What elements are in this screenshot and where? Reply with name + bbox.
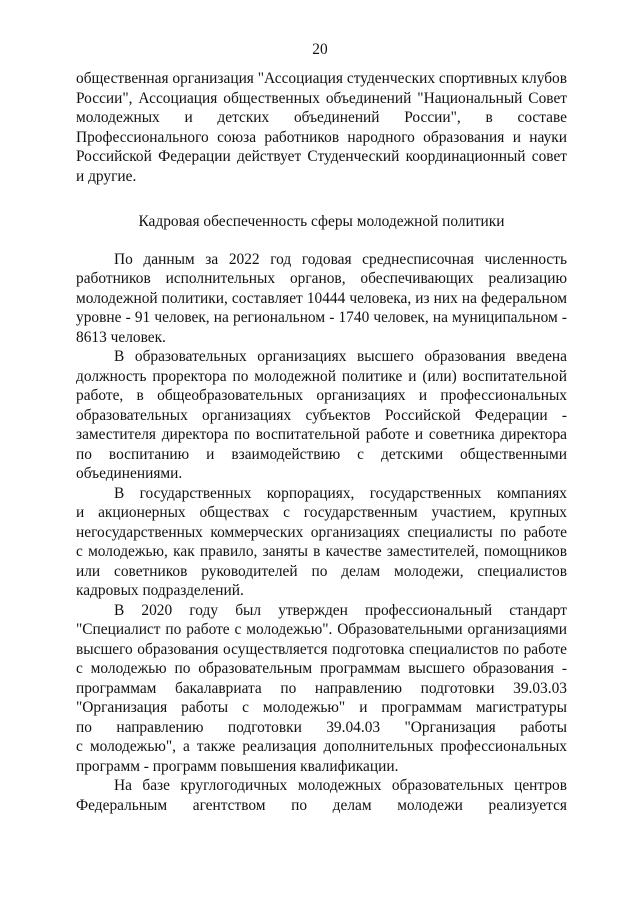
text-line: с молодежью по образовательным программам высшего образования - [76, 660, 567, 677]
text-line: кадровых подразделений. [76, 582, 244, 599]
text-line: программ - программ повышения квалификации. [76, 757, 399, 775]
intro-paragraph [76, 69, 567, 186]
text-line: заместителя директора по воспитательной работе и советника директора [76, 426, 567, 443]
text-line: В образовательных организациях высшего образования введена [114, 348, 567, 365]
paragraph-corporations [76, 484, 567, 601]
paragraph-education-centers [76, 776, 567, 815]
text-line: работе, в общеобразовательных организациях и профессиональных [76, 387, 567, 404]
text-line: Профессионального союза работников народного образования и науки [76, 128, 567, 146]
paragraph-education-positions [76, 347, 567, 484]
text-line: "Организация работы с молодежью" и программам магистратуры [76, 699, 567, 716]
text-line: Российской Федерации действует Студенческий координационный совет [76, 148, 567, 165]
text-line: работников исполнительных органов, обеспечивающих реализацию [76, 270, 567, 287]
text-line: На базе круглогодичных молодежных образовательных центров [114, 777, 567, 794]
text-line: молодежных и детских объединений России", в составе [76, 109, 567, 126]
paragraph-professional-standard [76, 601, 567, 777]
text-line: России", Ассоциация общественных объединений "Национальный Совет [76, 89, 567, 107]
paragraph-staffing-numbers [76, 250, 567, 348]
page-number: 20 [312, 41, 328, 58]
text-line: негосударственных коммерческих организациях специалисты по работе [76, 523, 567, 541]
text-line: высшего образования осуществляется подготовка специалистов по работе [76, 640, 567, 658]
text-line: должность проректора по молодежной политике и (или) воспитательной [76, 367, 567, 385]
text-line: "Специалист по работе с молодежью". Образовательными организациями [76, 621, 567, 638]
text-line: 8613 человек. [76, 328, 166, 346]
text-line: По данным за 2022 год годовая среднесписочная численность [114, 250, 567, 268]
section-heading: Кадровая обеспеченность сферы молодежной политики [138, 213, 505, 230]
text-line: программам бакалавриата по направлению подготовки 39.03.03 [76, 679, 567, 697]
text-line: уровне - 91 человек, на региональном - 1740 человек, на муниципальном - [76, 309, 567, 326]
text-line: с молодежью, как правило, заняты в качестве заместителей, помощников [76, 543, 567, 560]
text-line: молодежной политики, составляет 10444 человека, из них на федеральном [76, 289, 567, 307]
text-line: В 2020 году был утвержден профессиональный стандарт [114, 601, 567, 619]
text-line: общественная организация "Ассоциация студенческих спортивных клубов [76, 70, 567, 87]
body-text [76, 69, 567, 815]
text-line: с молодежью", а также реализация дополнительных профессиональных [76, 738, 567, 755]
text-line: или советников руководителей по делам молодежи, специалистов [76, 562, 567, 580]
text-line: объединениями. [76, 465, 183, 482]
text-line: по направлению подготовки 39.04.03 "Организация работы [76, 718, 567, 736]
text-line: В государственных корпорациях, государственных компаниях [114, 484, 567, 502]
text-line: по воспитанию и взаимодействию с детскими общественными [76, 445, 567, 463]
text-line: Федеральным агентством по делам молодежи реализуется [76, 796, 567, 814]
text-line: и другие. [76, 167, 137, 185]
text-line: образовательных организациях субъектов Российской Федерации - [76, 406, 567, 424]
text-line: и акционерных обществах с государственным участием, крупных [76, 504, 567, 521]
